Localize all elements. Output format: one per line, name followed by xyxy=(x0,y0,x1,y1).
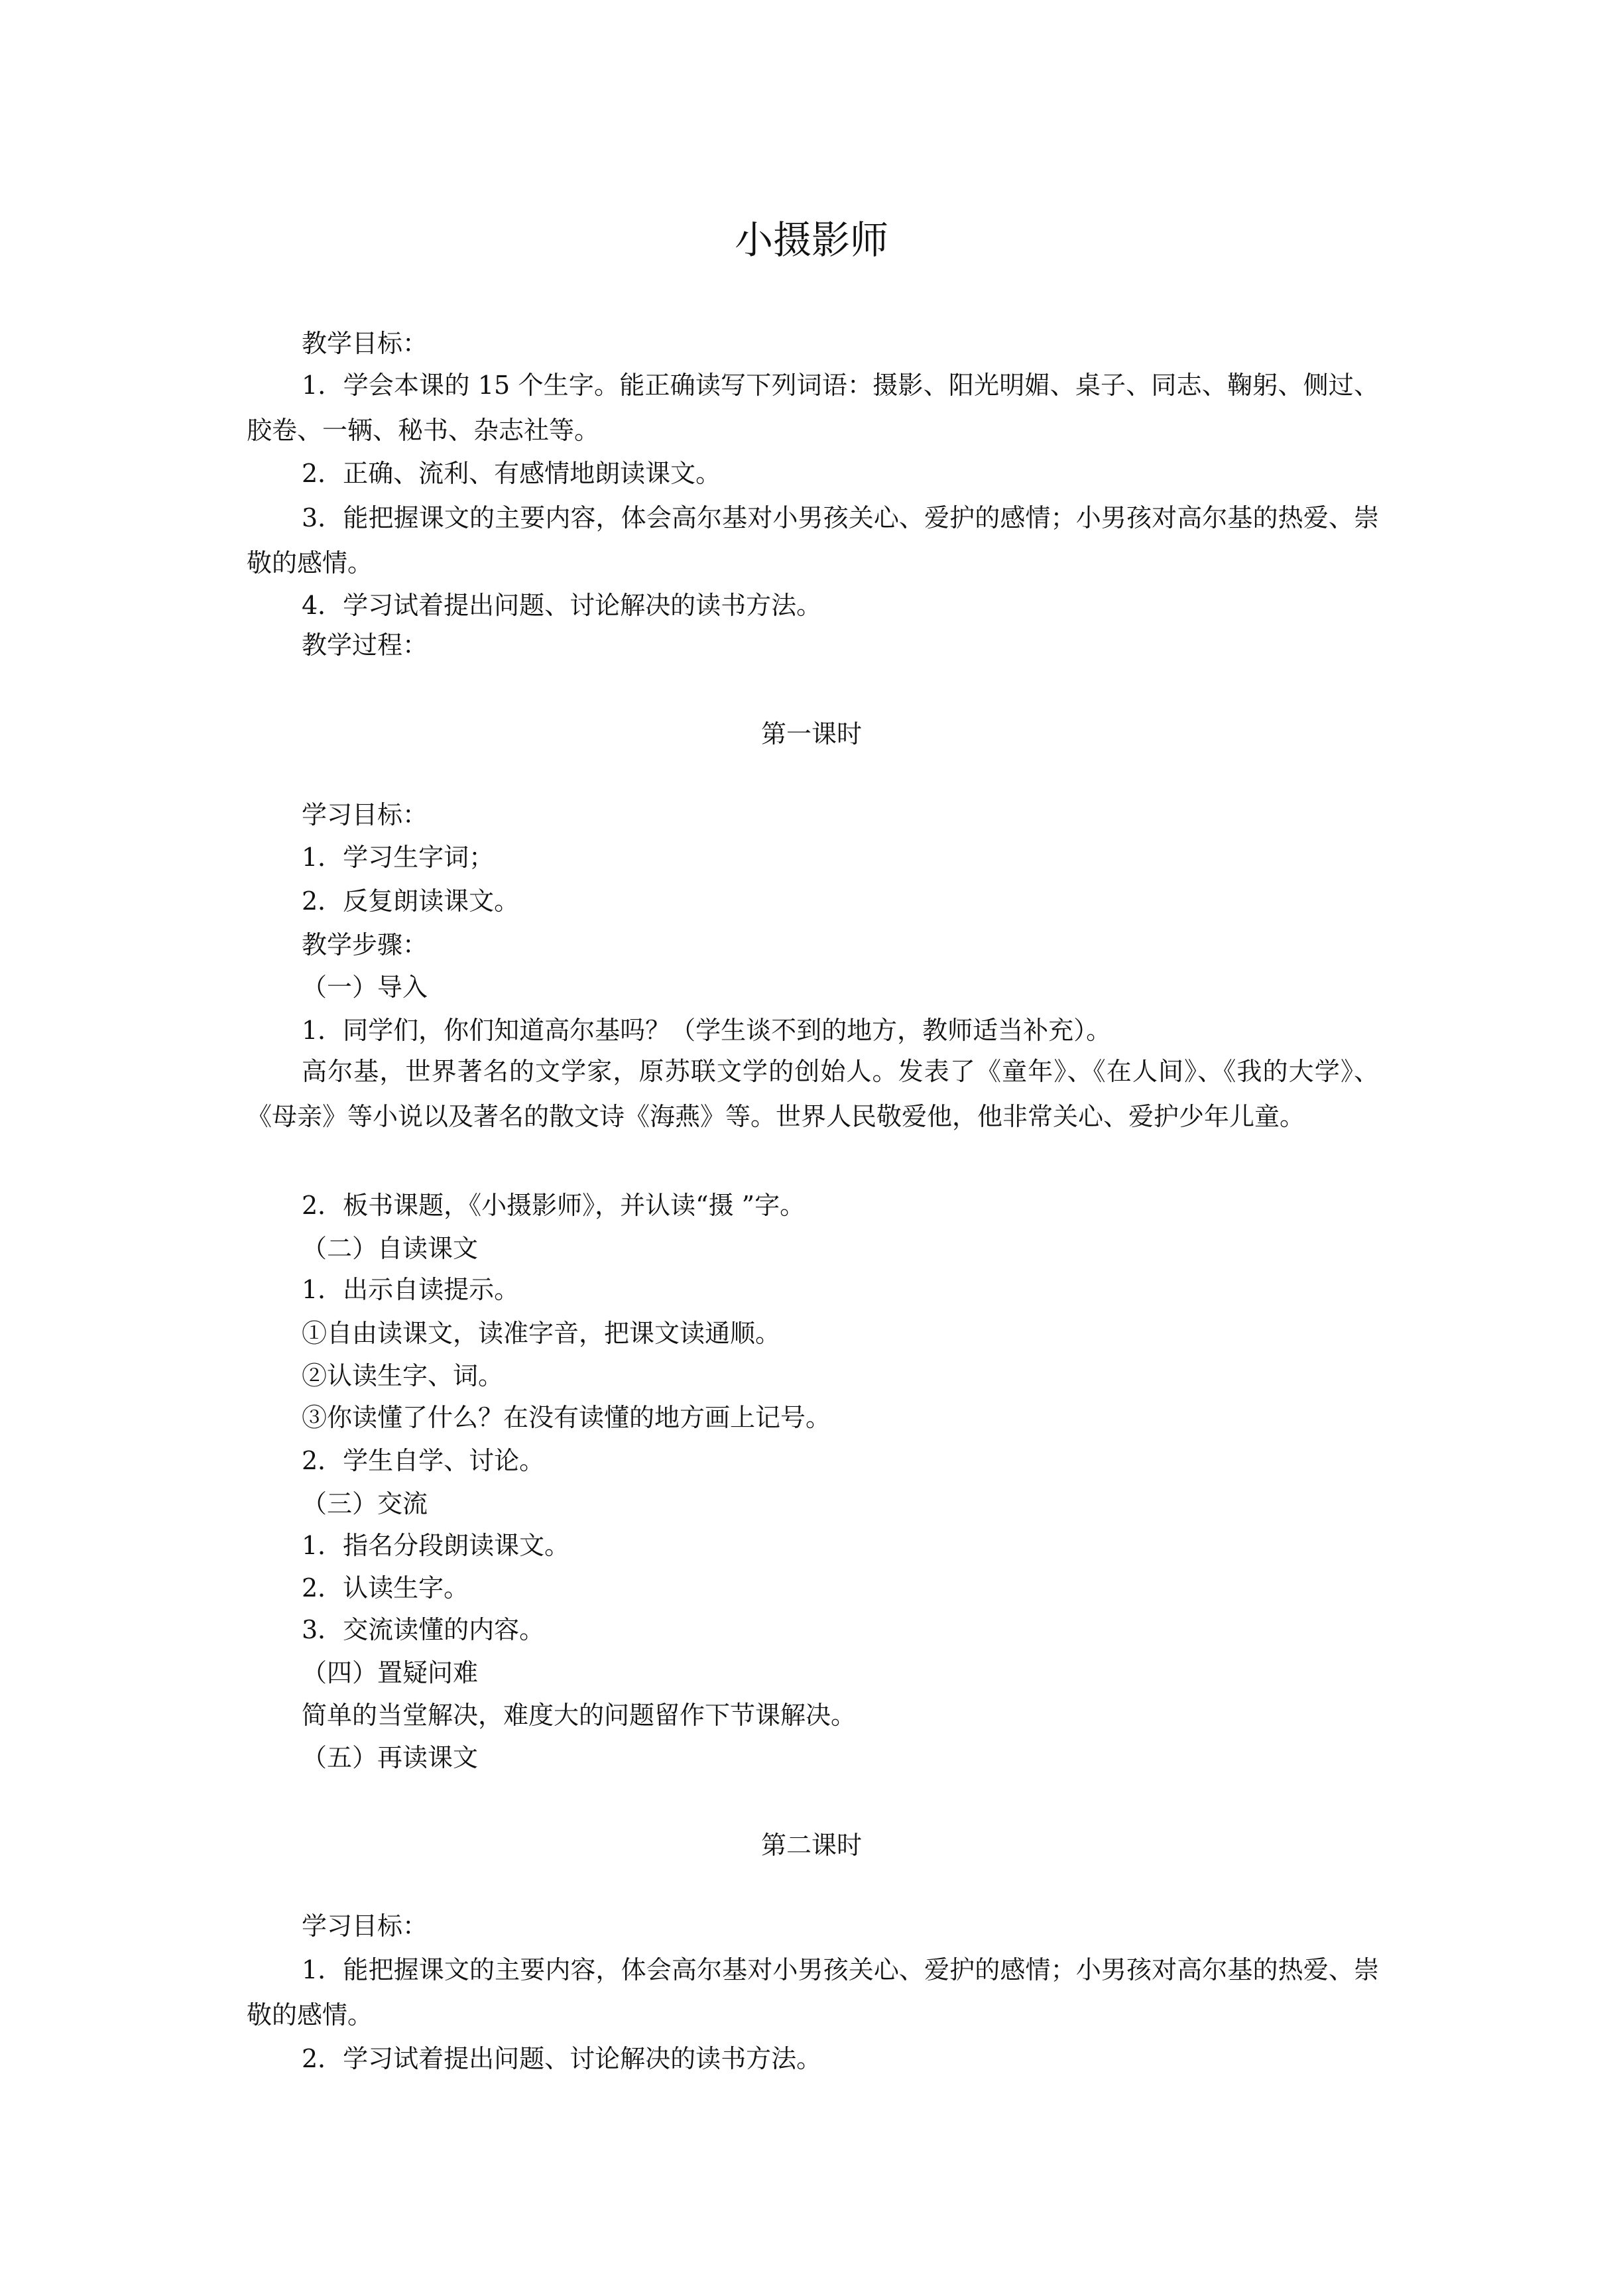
reading-tip-3: ③你读懂了什么？在没有读懂的地方画上记号。 xyxy=(302,1403,831,1432)
teaching-goals-heading: 教学目标： xyxy=(302,329,428,358)
lesson-2-goal-1: 1．能把握课文的主要内容，体会高尔基对小男孩关心、爱护的感情；小男孩对高尔基的热爱、崇敬的感情。 xyxy=(247,1955,1379,2029)
page-title: 小摄影师 xyxy=(734,217,888,263)
step-1-item-2: 2．板书课题，《小摄影师》，并认读“摄 ”字。 xyxy=(302,1191,806,1220)
reading-tip-1: ①自由读课文，读准字音，把课文读通顺。 xyxy=(302,1319,781,1348)
teaching-process-heading: 教学过程： xyxy=(302,631,428,660)
goal-4: 4．学习试着提出问题、讨论解决的读书方法。 xyxy=(302,591,822,620)
goal-1: 1．学会本课的 15 个生字。能正确读写下列词语：摄影、阳光明媚、桌子、同志、鞠躬、侧过、胶卷、一辆、秘书、杂志社等。 xyxy=(247,371,1379,445)
step-3-heading: （三）交流 xyxy=(302,1489,428,1518)
step-1-heading: （一）导入 xyxy=(302,973,428,1002)
lesson-1-goals-heading: 学习目标： xyxy=(302,800,428,829)
step-4-text: 简单的当堂解决，难度大的问题留作下节课解决。 xyxy=(302,1701,857,1730)
step-2-item-2: 2．学生自学、讨论。 xyxy=(302,1446,545,1475)
goal-2: 2．正确、流利、有感情地朗读课文。 xyxy=(302,459,721,488)
step-2-heading: （二）自读课文 xyxy=(302,1234,479,1263)
reading-tip-2: ②认读生字、词。 xyxy=(302,1361,504,1390)
step-1-item-1: 1．同学们，你们知道高尔基吗？（学生谈不到的地方，教师适当补充）。 xyxy=(302,1016,1112,1045)
lesson-2-heading: 第二课时 xyxy=(760,1831,862,1860)
step-4-heading: （四）置疑问难 xyxy=(302,1658,479,1687)
lesson-1-goal-1: 1．学习生字词； xyxy=(302,843,495,872)
step-3-item-2: 2．认读生字。 xyxy=(302,1573,469,1602)
teaching-steps-heading: 教学步骤： xyxy=(302,930,428,959)
step-3-item-3: 3．交流读懂的内容。 xyxy=(302,1615,545,1644)
lesson-1-heading: 第一课时 xyxy=(760,719,862,749)
lesson-2-goal-2: 2．学习试着提出问题、讨论解决的读书方法。 xyxy=(302,2044,822,2073)
lesson-2-goals-heading: 学习目标： xyxy=(302,1911,428,1941)
lesson-1-goal-2: 2．反复朗读课文。 xyxy=(302,886,520,916)
step-3-item-1: 1．指名分段朗读课文。 xyxy=(302,1531,570,1560)
step-5-heading: （五）再读课文 xyxy=(302,1743,479,1772)
gorky-intro-paragraph: 高尔基，世界著名的文学家，原苏联文学的创始人。发表了《童年》、《在人间》、《我的大学》、《母亲》等小说以及著名的散文诗《海燕》等。世界人民敬爱他，他非常关心、爱护少年儿童。 xyxy=(247,1057,1379,1131)
step-2-item-1: 1．出示自读提示。 xyxy=(302,1275,520,1304)
goal-3: 3．能把握课文的主要内容，体会高尔基对小男孩关心、爱护的感情；小男孩对高尔基的热爱、崇敬的感情。 xyxy=(247,503,1379,577)
